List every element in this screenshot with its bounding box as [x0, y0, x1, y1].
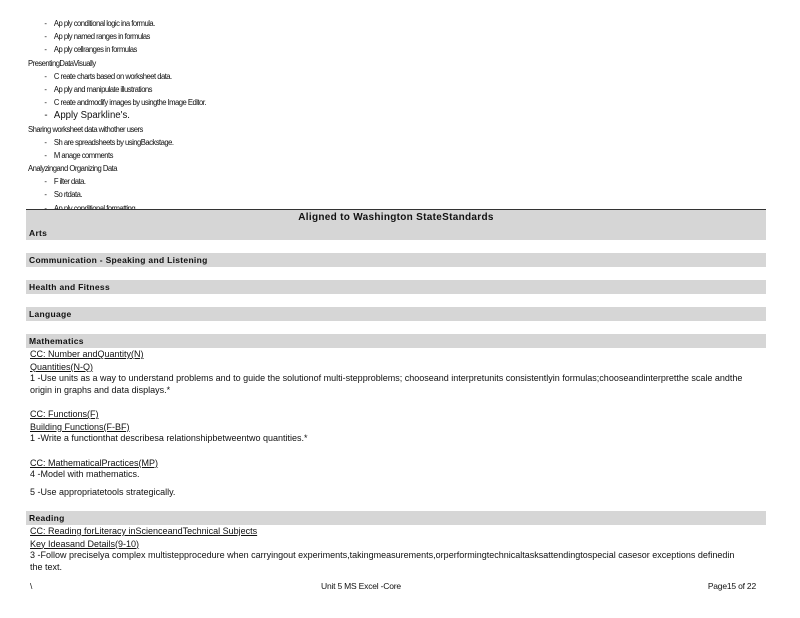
category-mathematics: Mathematics [26, 334, 766, 348]
outline-item: - Ap ply and manipulate illustrations [28, 83, 508, 96]
bullet-dash: - [44, 150, 47, 160]
outline-heading: Analyzingand Organizing Data [28, 164, 117, 174]
bullet-dash: - [44, 19, 47, 28]
bullet-dash: - [44, 137, 47, 147]
category-reading: Reading [26, 511, 766, 525]
standard-text: 4 -Model with mathematics. [30, 469, 140, 479]
outline-item: - Ap ply cellranges in formulas [28, 43, 508, 56]
bullet-dash: - [44, 71, 47, 81]
outline-heading: Sharing worksheet data withother users [28, 124, 143, 134]
footer-unit-title: Unit 5 MS Excel -Core [321, 581, 401, 591]
standard-link[interactable]: Quantities(N-Q) [30, 361, 94, 372]
standard-link[interactable]: Building Functions(F-BF) [30, 421, 130, 432]
outline-item: - Sh are spreadsheets by usingBackstage. [28, 136, 508, 149]
topic-outline [28, 17, 528, 215]
standard-link[interactable]: Key Ideasand Details(9-10) [30, 538, 140, 549]
bullet-dash: - [44, 45, 47, 55]
standard-text: 1 -Use units as a way to understand problems and to guide the solutionof multi-stepproblems; chooseand interpretunits consistentlyin formulas;chooseandinterpretthe scale andthe origin in graphs and data displays.* [30, 373, 743, 395]
category-language: Language [26, 307, 766, 321]
spacer [26, 396, 766, 408]
outline-heading: PresentingDataVisually [28, 58, 96, 68]
footer-page-number: Page15 of 22 [707, 581, 756, 591]
category-health: Health and Fitness [26, 280, 766, 294]
outline-item: - C reate andmodify images by usingthe Image Editor. [28, 96, 508, 109]
spacer [26, 445, 766, 457]
standards-header [26, 209, 766, 240]
standard-text: 1 -Write a functionthat describesa relationshipbetweentwo quantities.* [30, 433, 308, 443]
standard-link[interactable]: CC: Number andQuantity(N) [30, 349, 144, 359]
outline-item: - Apply Sparkline's. [44, 110, 130, 122]
bullet-dash: - [44, 110, 48, 122]
category-arts: Arts [29, 228, 48, 238]
outline-item: - Ap ply conditional logic ina formula. [28, 17, 508, 30]
bullet-dash: - [44, 177, 47, 187]
standard-text: 5 -Use appropriatetools strategically. [30, 486, 176, 497]
standard-link[interactable]: CC: Reading forLiteracy inScienceandTechnical Subjects [30, 526, 258, 536]
outline-item: - C reate charts based on worksheet data. [28, 70, 508, 83]
footer-left: \ [30, 581, 33, 591]
bullet-dash: - [44, 98, 47, 108]
standards-section [26, 209, 766, 573]
category-communication: Communication - Speaking and Listening [26, 253, 766, 267]
standards-title: Aligned to Washington StateStandards [298, 212, 494, 223]
outline-item: - M anage comments [28, 149, 508, 162]
outline-item: - Ap ply named ranges in formulas [28, 30, 508, 43]
standard-text: 3 -Follow preciselya complex multistepprocedure when carryingout experiments,takingmeasurements,orperformingtechnicaltasksattendingtospecial casesor exceptions definedin the text. [30, 550, 735, 572]
standard-link[interactable]: CC: MathematicalPractices(MP) [30, 457, 159, 468]
bullet-dash: - [44, 190, 47, 200]
outline-item: - So rtdata. [28, 188, 508, 201]
bullet-dash: - [44, 84, 47, 94]
bullet-dash: - [44, 32, 47, 42]
outline-item: - F ilter data. [28, 175, 508, 188]
standard-link[interactable]: CC: Functions(F) [30, 409, 99, 419]
page-footer [30, 581, 760, 593]
